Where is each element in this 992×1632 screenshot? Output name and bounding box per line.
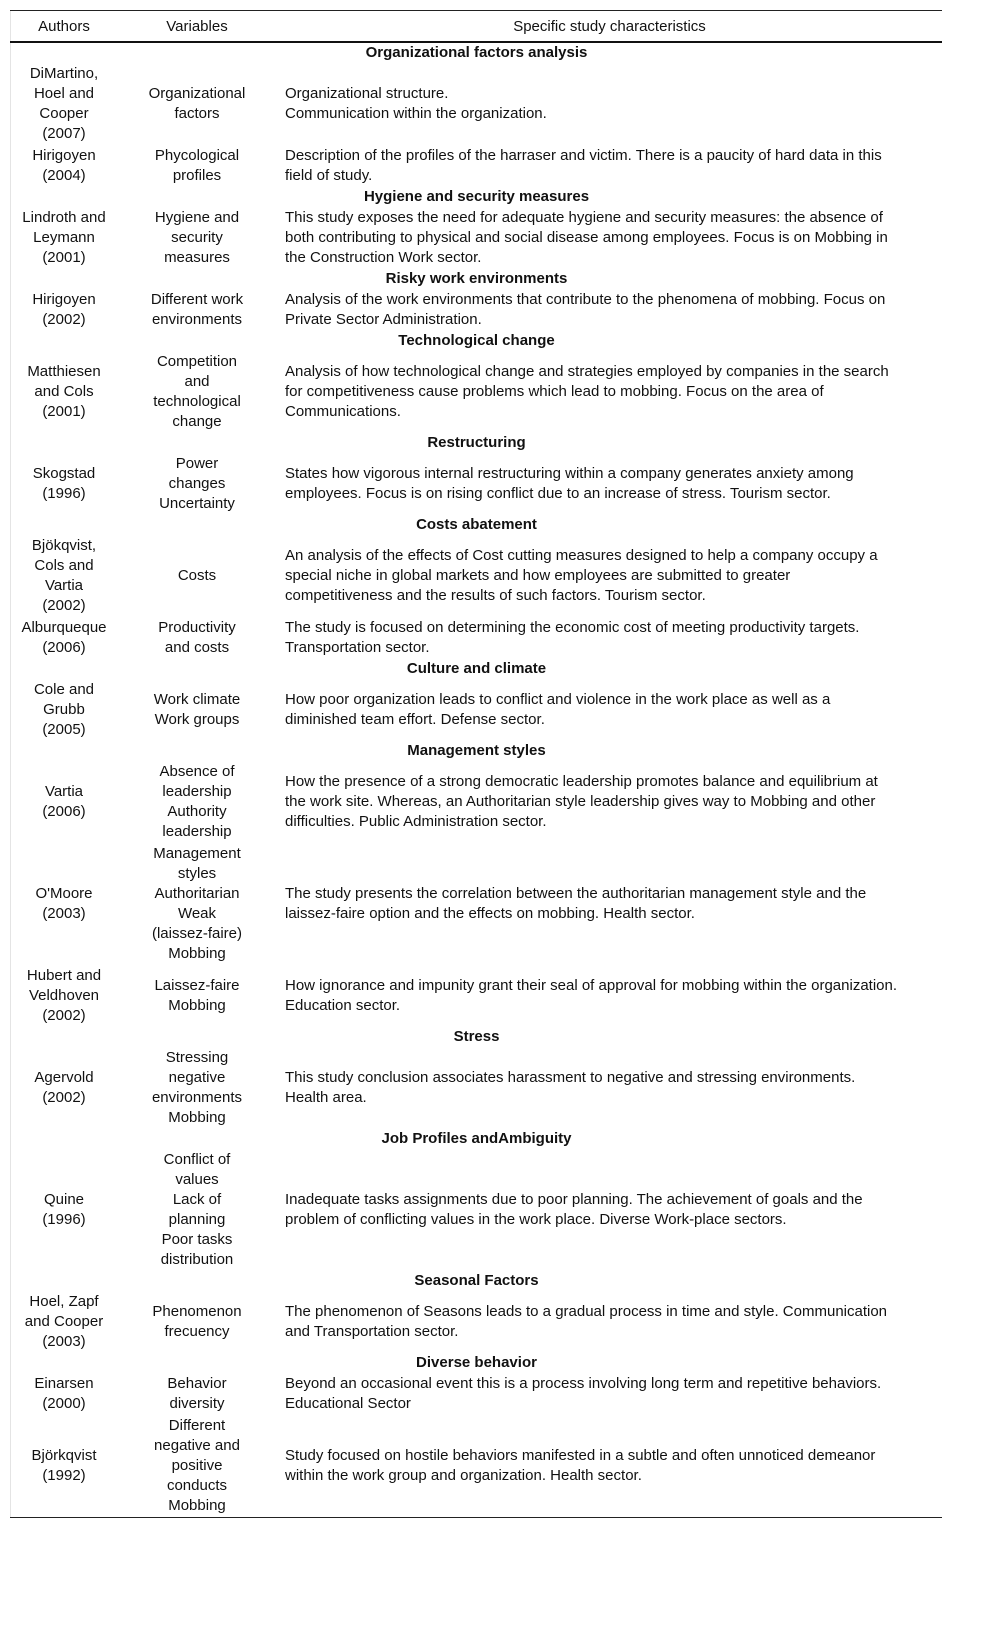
author-cell: Hirigoyen (2002)	[32, 291, 96, 328]
characteristics-cell: Description of the profiles of the harraser and victim. There is a paucity of hard data in this field of study.	[285, 147, 882, 184]
variables-cell: Different work environments	[150, 291, 244, 328]
table-row	[11, 761, 943, 843]
variables-cell: Organizational factors	[148, 85, 246, 122]
variables-cell: Management styles Authoritarian Weak (laissez-faire) Mobbing	[151, 845, 242, 962]
variables-cell: Phenomenon frecuency	[152, 1303, 242, 1340]
characteristics-cell: Organizational structure. Communication within the organization.	[285, 85, 547, 122]
table-row	[11, 1047, 943, 1129]
characteristics-cell: Beyond an occasional event this is a process involving long term and repetitive behaviors. Educational Sector	[285, 1375, 882, 1412]
table-row	[11, 965, 943, 1027]
section-row	[11, 42, 943, 63]
characteristics-cell: An analysis of the effects of Cost cutting measures designed to help a company occupy a special niche in global markets and how employees are submitted to greater competitiveness and the results of such factors. Tourism sector.	[285, 547, 878, 604]
table-row	[11, 1149, 943, 1271]
characteristics-cell: Analysis of the work environments that contribute to the phenomena of mobbing. Focus on Private Sector Administration.	[285, 291, 886, 328]
section-title: Job Profiles andAmbiguity	[381, 1130, 572, 1147]
section-row	[11, 331, 943, 351]
author-cell: Hubert and Veldhoven (2002)	[26, 967, 102, 1024]
study-table	[10, 10, 942, 1518]
variables-cell: Conflict of values Lack of planning Poor tasks distribution	[160, 1151, 234, 1268]
characteristics-cell: Inadequate tasks assignments due to poor planning. The achievement of goals and the problem of conflicting values in the work place. Diverse Work-place sectors.	[285, 1191, 863, 1228]
characteristics-cell: The study presents the correlation between the authoritarian management style and the laissez-faire option and the effects on mobbing. Health sector.	[285, 885, 867, 922]
author-cell: Matthiesen and Cols (2001)	[27, 363, 101, 420]
table-row	[11, 1415, 943, 1518]
table-row	[11, 679, 943, 741]
author-cell: Agervold (2002)	[34, 1069, 94, 1106]
table-row	[11, 351, 943, 433]
author-cell: Einarsen (2000)	[34, 1375, 94, 1412]
characteristics-cell: Analysis of how technological change and strategies employed by companies in the search for competitiveness cause problems which lead to mobbing. Focus on the area of Communications.	[285, 363, 889, 420]
table-row	[11, 535, 943, 617]
section-row	[11, 659, 943, 679]
table-body	[11, 42, 943, 1518]
section-title: Risky work environments	[385, 270, 568, 287]
author-cell: DiMartino, Hoel and Cooper (2007)	[29, 65, 99, 142]
table-header-row	[11, 11, 943, 43]
characteristics-cell: States how vigorous internal restructuring within a company generates anxiety among employees. Focus is on rising conflict due to an increase of stress. Tourism sector.	[285, 465, 854, 502]
author-cell: Bjökqvist, Cols and Vartia (2002)	[31, 537, 97, 614]
author-cell: Alburqueque (2006)	[21, 619, 107, 656]
section-title: Costs abatement	[416, 516, 537, 533]
author-cell: Hoel, Zapf and Cooper (2003)	[24, 1293, 104, 1350]
author-cell: Lindroth and Leymann (2001)	[22, 209, 106, 266]
author-cell: Vartia (2006)	[42, 783, 86, 820]
header-variables: Variables	[117, 11, 277, 43]
section-row	[11, 1027, 943, 1047]
variables-cell: Competition and technological change	[153, 353, 241, 430]
author-cell: Cole and Grubb (2005)	[33, 681, 95, 738]
section-title: Seasonal Factors	[414, 1272, 539, 1289]
characteristics-cell: This study exposes the need for adequate hygiene and security measures: the absence of both contributing to physical and social disease among employees. Focus is on Mobbing in the Construction Work sector.	[285, 209, 888, 266]
characteristics-cell: How poor organization leads to conflict and violence in the work place as well as a diminished team effort. Defense sector.	[285, 691, 831, 728]
table-row	[11, 207, 943, 269]
variables-cell: Hygiene and security measures	[154, 209, 240, 266]
variables-cell: Behavior diversity	[167, 1375, 227, 1412]
table-row	[11, 617, 943, 659]
header-characteristics: Specific study characteristics	[277, 11, 942, 43]
author-cell: Quine (1996)	[42, 1191, 86, 1228]
variables-cell: Productivity and costs	[158, 619, 236, 656]
section-title: Hygiene and security measures	[363, 188, 590, 205]
section-row	[11, 1129, 943, 1149]
characteristics-cell: Study focused on hostile behaviors manifested in a subtle and often unnoticed demeanor within the work group and organization. Health sector.	[277, 1415, 942, 1518]
variables-cell: Laissez-faire Mobbing	[154, 977, 240, 1014]
section-title: Restructuring	[427, 434, 526, 451]
section-row	[11, 1353, 943, 1373]
table-row	[11, 1291, 943, 1353]
characteristics-cell: The study is focused on determining the economic cost of meeting productivity targets. Transportation sector.	[285, 619, 860, 656]
author-cell: Björkqvist (1992)	[11, 1415, 118, 1518]
table-row	[11, 843, 943, 965]
section-row	[11, 741, 943, 761]
section-row	[11, 269, 943, 289]
section-title: Diverse behavior	[416, 1354, 537, 1371]
section-row	[11, 1271, 943, 1291]
author-cell: Skogstad (1996)	[32, 465, 96, 502]
table-row	[11, 63, 943, 145]
variables-cell: Costs	[177, 567, 217, 584]
section-row	[11, 515, 943, 535]
section-row	[11, 187, 943, 207]
characteristics-cell: How ignorance and impunity grant their seal of approval for mobbing within the organization. Education sector.	[285, 977, 898, 1014]
variables-cell: Power changes Uncertainty	[159, 455, 235, 512]
characteristics-cell: This study conclusion associates harassment to negative and stressing environments. Health area.	[285, 1069, 856, 1106]
table-row	[11, 145, 943, 187]
variables-cell: Absence of leadership Authority leadership	[159, 763, 235, 840]
characteristics-cell: The phenomenon of Seasons leads to a gradual process in time and style. Communication and Transportation sector.	[285, 1303, 888, 1340]
variables-cell: Different negative and positive conducts Mobbing	[117, 1415, 277, 1518]
section-title: Technological change	[398, 332, 555, 349]
variables-cell: Phycological profiles	[154, 147, 240, 184]
characteristics-cell: How the presence of a strong democratic leadership promotes balance and equilibrium at the work site. Whereas, an Authoritarian style leadership gives way to Mobbing and other difficulties. Public Administration sector.	[285, 773, 878, 830]
variables-cell: Work climate Work groups	[153, 691, 241, 728]
table-row	[11, 453, 943, 515]
section-row	[11, 433, 943, 453]
section-title: Stress	[453, 1028, 500, 1045]
table-row	[11, 289, 943, 331]
section-title: Management styles	[407, 742, 546, 759]
header-authors: Authors	[11, 11, 118, 43]
section-title: Culture and climate	[406, 660, 547, 677]
variables-cell: Stressing negative environments Mobbing	[151, 1049, 243, 1126]
author-cell: Hirigoyen (2004)	[32, 147, 96, 184]
section-title: Organizational factors analysis	[365, 44, 588, 61]
author-cell: O'Moore (2003)	[35, 885, 93, 922]
table-row	[11, 1373, 943, 1415]
